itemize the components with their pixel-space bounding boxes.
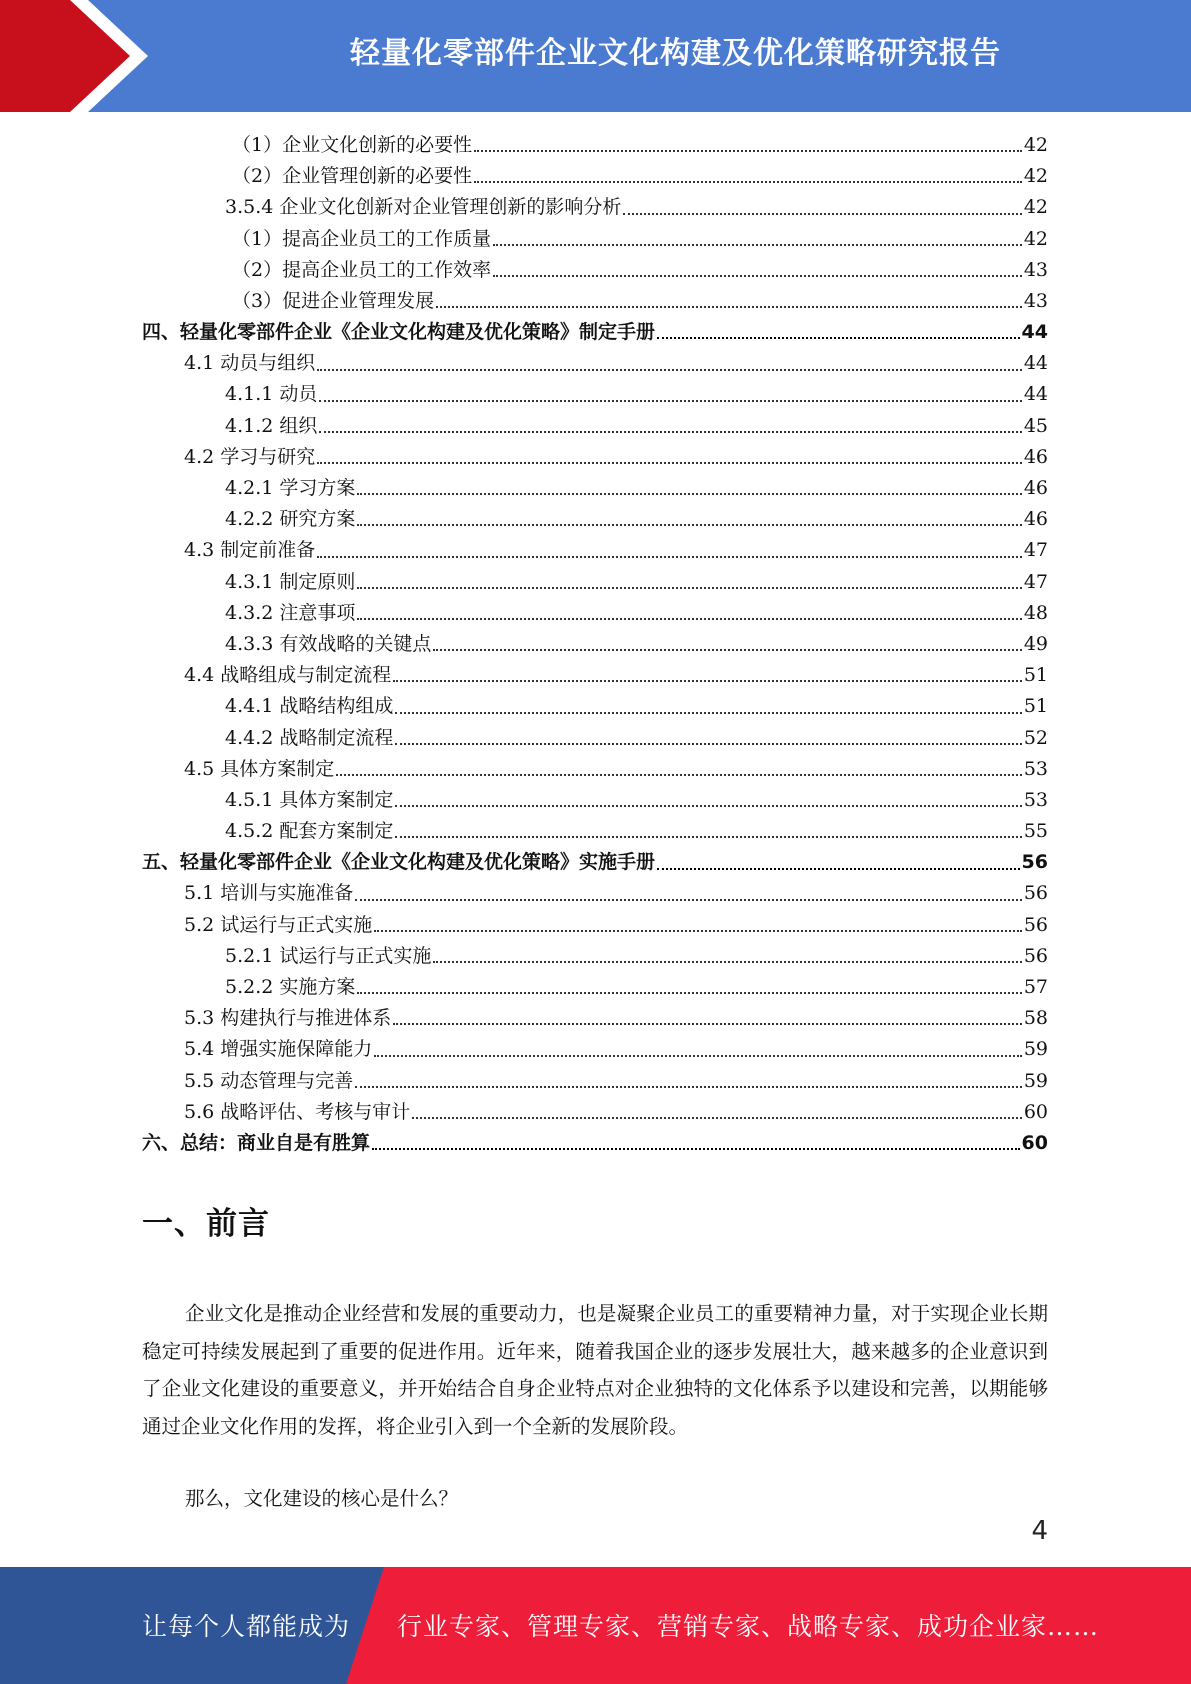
toc-entry-label: 4.3.3 有效战略的关键点 bbox=[225, 632, 432, 655]
toc-entry[interactable] bbox=[142, 1003, 1048, 1034]
toc-entry-page: 46 bbox=[1023, 508, 1048, 531]
toc-entry[interactable] bbox=[142, 1066, 1048, 1097]
toc-entry-page: 57 bbox=[1023, 976, 1048, 999]
toc-entry-page: 44 bbox=[1023, 383, 1048, 406]
toc-dot-leader bbox=[319, 431, 1021, 433]
toc-entry-label: 5.2.1 试运行与正式实施 bbox=[225, 944, 432, 967]
table-of-contents bbox=[142, 130, 1048, 1159]
footer-slogan-right: 行业专家、管理专家、营销专家、战略专家、成功企业家…… bbox=[397, 1612, 1100, 1641]
toc-dot-leader bbox=[393, 680, 1022, 682]
toc-entry-label: 五、轻量化零部件企业《企业文化构建及优化策略》实施手册 bbox=[142, 851, 656, 874]
toc-dot-leader bbox=[395, 712, 1021, 714]
toc-entry[interactable] bbox=[142, 161, 1048, 192]
toc-entry-page: 59 bbox=[1023, 1069, 1048, 1092]
toc-entry-label: 4.2.2 研究方案 bbox=[225, 508, 356, 531]
toc-dot-leader bbox=[433, 649, 1021, 651]
toc-dot-leader bbox=[395, 836, 1021, 838]
toc-entry[interactable] bbox=[142, 723, 1048, 754]
section-title: 一、前言 bbox=[142, 1206, 270, 1242]
page-number: 4 bbox=[1031, 1516, 1048, 1546]
toc-entry-label: 4.4.2 战略制定流程 bbox=[225, 726, 394, 749]
toc-dot-leader bbox=[374, 1055, 1022, 1057]
toc-entry-page: 60 bbox=[1023, 1100, 1048, 1123]
toc-entry[interactable] bbox=[142, 660, 1048, 691]
toc-entry[interactable] bbox=[142, 286, 1048, 317]
toc-entry-label: 5.4 增强实施保障能力 bbox=[184, 1038, 373, 1061]
toc-entry-page: 60 bbox=[1021, 1131, 1048, 1154]
toc-entry[interactable] bbox=[142, 1128, 1048, 1159]
toc-entry-label: 4.5.2 配套方案制定 bbox=[225, 820, 394, 843]
toc-dot-leader bbox=[474, 150, 1022, 152]
toc-entry-page: 46 bbox=[1023, 445, 1048, 468]
toc-dot-leader bbox=[395, 805, 1021, 807]
toc-entry[interactable] bbox=[142, 567, 1048, 598]
toc-entry-page: 49 bbox=[1023, 632, 1048, 655]
toc-entry-label: 4.4 战略组成与制定流程 bbox=[184, 664, 392, 687]
toc-entry-page: 46 bbox=[1023, 477, 1048, 500]
toc-dot-leader bbox=[374, 930, 1022, 932]
toc-entry[interactable] bbox=[142, 1034, 1048, 1065]
toc-entry-page: 51 bbox=[1023, 664, 1048, 687]
toc-entry-label: （3）促进企业管理发展 bbox=[232, 289, 435, 312]
toc-entry-label: 4.3 制定前准备 bbox=[184, 539, 316, 562]
toc-dot-leader bbox=[357, 524, 1021, 526]
toc-entry-page: 42 bbox=[1023, 227, 1048, 250]
toc-dot-leader bbox=[355, 899, 1022, 901]
toc-entry-page: 42 bbox=[1023, 133, 1048, 156]
toc-entry-label: （2）提高企业员工的工作效率 bbox=[232, 258, 492, 281]
toc-entry[interactable] bbox=[142, 255, 1048, 286]
toc-entry-label: 5.3 构建执行与推进体系 bbox=[184, 1007, 392, 1030]
toc-entry-label: （1）提高企业员工的工作质量 bbox=[232, 227, 492, 250]
toc-dot-leader bbox=[474, 181, 1022, 183]
toc-dot-leader bbox=[317, 369, 1022, 371]
toc-entry[interactable] bbox=[142, 972, 1048, 1003]
toc-entry-page: 48 bbox=[1023, 601, 1048, 624]
toc-entry[interactable] bbox=[142, 629, 1048, 660]
toc-entry-page: 53 bbox=[1023, 788, 1048, 811]
toc-dot-leader bbox=[433, 961, 1021, 963]
toc-dot-leader bbox=[336, 774, 1022, 776]
toc-entry[interactable] bbox=[142, 785, 1048, 816]
toc-entry[interactable] bbox=[142, 192, 1048, 223]
toc-entry[interactable] bbox=[142, 442, 1048, 473]
page-footer bbox=[0, 1567, 1191, 1684]
toc-entry-page: 56 bbox=[1023, 944, 1048, 967]
toc-entry-page: 42 bbox=[1023, 165, 1048, 188]
toc-dot-leader bbox=[355, 1086, 1022, 1088]
toc-entry[interactable] bbox=[142, 816, 1048, 847]
toc-entry[interactable] bbox=[142, 535, 1048, 566]
toc-entry-page: 53 bbox=[1023, 757, 1048, 780]
toc-entry-label: 3.5.4 企业文化创新对企业管理创新的影响分析 bbox=[225, 196, 622, 219]
toc-dot-leader bbox=[317, 556, 1022, 558]
toc-entry[interactable] bbox=[142, 411, 1048, 442]
toc-entry[interactable] bbox=[142, 504, 1048, 535]
toc-entry[interactable] bbox=[142, 691, 1048, 722]
toc-entry-page: 47 bbox=[1023, 570, 1048, 593]
toc-entry-label: 4.1.1 动员 bbox=[225, 383, 318, 406]
body-paragraph: 那么，文化建设的核心是什么？ bbox=[185, 1487, 459, 1510]
toc-entry-page: 55 bbox=[1023, 820, 1048, 843]
toc-dot-leader bbox=[372, 1148, 1020, 1150]
toc-entry[interactable] bbox=[142, 317, 1048, 348]
toc-entry-page: 56 bbox=[1023, 913, 1048, 936]
toc-entry-label: 4.2 学习与研究 bbox=[184, 445, 316, 468]
toc-entry-page: 45 bbox=[1023, 414, 1048, 437]
footer-slogan-left: 让每个人都能成为 bbox=[142, 1612, 351, 1641]
toc-entry[interactable] bbox=[142, 473, 1048, 504]
toc-entry-label: 5.2 试运行与正式实施 bbox=[184, 913, 373, 936]
body-paragraph: 企业文化是推动企业经营和发展的重要动力，也是凝聚企业员工的重要精神力量，对于实现企业长期稳定可持续发展起到了重要的促进作用。近年来，随着我国企业的逐步发展壮大，越来越多的企业意识到了企业文化建设的重要意义，并开始结合自身企业特点对企业独特的文化体系予以建设和完善，以期能够通过企业文化作用的发挥，将企业引入到一个全新的发展阶段。 bbox=[142, 1302, 1048, 1438]
toc-dot-leader bbox=[357, 493, 1021, 495]
toc-entry[interactable] bbox=[142, 910, 1048, 941]
toc-entry-page: 47 bbox=[1023, 539, 1048, 562]
toc-dot-leader bbox=[357, 992, 1021, 994]
toc-dot-leader bbox=[317, 462, 1022, 464]
toc-entry-page: 58 bbox=[1023, 1007, 1048, 1030]
toc-entry-label: 4.4.1 战略结构组成 bbox=[225, 695, 394, 718]
toc-dot-leader bbox=[493, 275, 1022, 277]
toc-entry[interactable] bbox=[142, 224, 1048, 255]
toc-entry-label: 4.1.2 组织 bbox=[225, 414, 318, 437]
page-header bbox=[0, 0, 1191, 112]
toc-entry-label: 4.5.1 具体方案制定 bbox=[225, 788, 394, 811]
toc-entry-page: 51 bbox=[1023, 695, 1048, 718]
toc-entry-page: 43 bbox=[1023, 258, 1048, 281]
toc-dot-leader bbox=[493, 244, 1022, 246]
toc-dot-leader bbox=[657, 868, 1020, 870]
toc-dot-leader bbox=[319, 400, 1021, 402]
toc-entry-label: 4.2.1 学习方案 bbox=[225, 477, 356, 500]
toc-entry[interactable] bbox=[142, 847, 1048, 878]
toc-entry-label: 4.5 具体方案制定 bbox=[184, 757, 335, 780]
toc-dot-leader bbox=[357, 618, 1021, 620]
toc-entry[interactable] bbox=[142, 879, 1048, 910]
toc-entry-page: 56 bbox=[1021, 851, 1048, 874]
toc-entry-label: 5.1 培训与实施准备 bbox=[184, 882, 354, 905]
toc-dot-leader bbox=[623, 213, 1021, 215]
toc-entry-page: 56 bbox=[1023, 882, 1048, 905]
toc-entry[interactable] bbox=[142, 348, 1048, 379]
toc-dot-leader bbox=[436, 306, 1022, 308]
toc-entry[interactable] bbox=[142, 1097, 1048, 1128]
toc-entry[interactable] bbox=[142, 598, 1048, 629]
toc-entry-label: 六、总结：商业自是有胜算 bbox=[142, 1131, 371, 1154]
toc-entry-page: 59 bbox=[1023, 1038, 1048, 1061]
toc-dot-leader bbox=[395, 743, 1021, 745]
toc-dot-leader bbox=[657, 337, 1020, 339]
toc-entry[interactable] bbox=[142, 380, 1048, 411]
toc-entry[interactable] bbox=[142, 130, 1048, 161]
toc-entry-page: 43 bbox=[1023, 289, 1048, 312]
toc-entry[interactable] bbox=[142, 754, 1048, 785]
header-title: 轻量化零部件企业文化构建及优化策略研究报告 bbox=[350, 36, 1001, 71]
toc-entry-label: （2）企业管理创新的必要性 bbox=[232, 165, 473, 188]
toc-entry-label: 5.2.2 实施方案 bbox=[225, 976, 356, 999]
toc-entry-label: 4.1 动员与组织 bbox=[184, 352, 316, 375]
toc-entry-label: 四、轻量化零部件企业《企业文化构建及优化策略》制定手册 bbox=[142, 321, 656, 344]
toc-entry-label: 5.6 战略评估、考核与审计 bbox=[184, 1100, 411, 1123]
toc-entry-page: 44 bbox=[1021, 321, 1048, 344]
toc-entry[interactable] bbox=[142, 941, 1048, 972]
toc-entry-label: 4.3.2 注意事项 bbox=[225, 601, 356, 624]
toc-entry-page: 44 bbox=[1023, 352, 1048, 375]
toc-entry-label: （1）企业文化创新的必要性 bbox=[232, 133, 473, 156]
toc-entry-page: 52 bbox=[1023, 726, 1048, 749]
toc-entry-label: 4.3.1 制定原则 bbox=[225, 570, 356, 593]
toc-entry-page: 42 bbox=[1023, 196, 1048, 219]
toc-entry-label: 5.5 动态管理与完善 bbox=[184, 1069, 354, 1092]
toc-dot-leader bbox=[412, 1117, 1022, 1119]
toc-dot-leader bbox=[393, 1023, 1022, 1025]
toc-dot-leader bbox=[357, 587, 1021, 589]
